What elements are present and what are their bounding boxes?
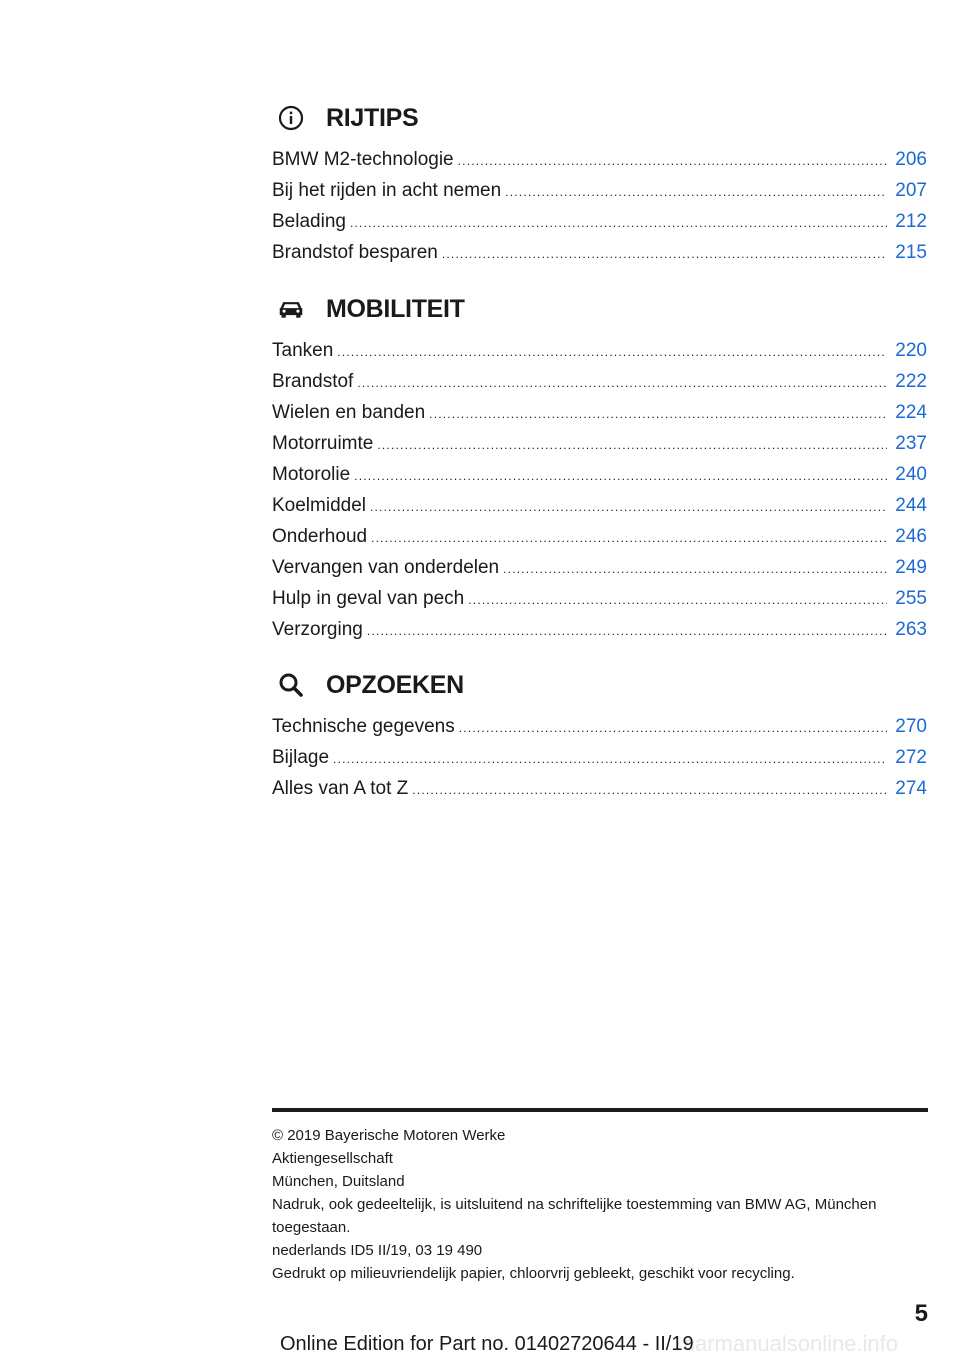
leader-dots	[354, 461, 887, 492]
toc-entry[interactable]	[272, 175, 927, 206]
toc-entry[interactable]	[272, 366, 927, 397]
section-header	[272, 287, 927, 331]
toc-entry-label: Tanken	[272, 340, 334, 361]
toc-entry[interactable]	[272, 583, 927, 614]
toc-entry-page[interactable]: 270	[895, 716, 927, 737]
toc-entry[interactable]	[272, 742, 927, 773]
footer-divider	[272, 1108, 928, 1112]
toc-entry-label: Verzorging	[272, 619, 363, 640]
leader-dots	[503, 554, 887, 585]
toc-entry-label: Bijlage	[272, 747, 330, 768]
toc-entry-label: Belading	[272, 211, 346, 232]
toc-entry[interactable]	[272, 614, 927, 645]
section-title: OPZOEKEN	[326, 670, 464, 699]
leader-dots	[377, 430, 887, 461]
leader-dots	[357, 368, 887, 399]
leader-dots	[333, 744, 887, 775]
imprint	[272, 1124, 928, 1285]
leader-dots	[371, 523, 887, 554]
leader-dots	[442, 239, 887, 270]
toc-entry[interactable]	[272, 459, 927, 490]
toc-entry-label: Wielen en banden	[272, 402, 426, 423]
toc-entry-page[interactable]: 255	[895, 588, 927, 609]
section-title: MOBILITEIT	[326, 294, 465, 323]
toc-entry-label: Hulp in geval van pech	[272, 588, 465, 609]
toc-entry-label: Technische gegevens	[272, 716, 455, 737]
imprint-paper-notice: Gedrukt op milieuvriendelijk papier, chloorvrij gebleekt, geschikt voor recycling.	[272, 1265, 795, 1282]
toc-entry-page[interactable]: 222	[895, 371, 927, 392]
toc-entry-label: Motorruimte	[272, 433, 374, 454]
toc-entry[interactable]	[272, 237, 927, 268]
toc-entry-page[interactable]: 263	[895, 619, 927, 640]
leader-dots	[468, 585, 887, 616]
toc-entry-label: Motorolie	[272, 464, 351, 485]
toc-entry-page[interactable]: 220	[895, 340, 927, 361]
imprint-location: München, Duitsland	[272, 1173, 405, 1190]
toc-entry-page[interactable]: 215	[895, 242, 927, 263]
toc-entry-label: BMW M2-technologie	[272, 149, 454, 170]
toc-entry[interactable]	[272, 490, 927, 521]
info-icon	[278, 105, 304, 131]
toc-entry-page[interactable]: 206	[895, 149, 927, 170]
search-icon	[278, 672, 304, 698]
leader-dots	[459, 713, 887, 744]
leader-dots	[412, 775, 887, 806]
toc-entry-label: Brandstof besparen	[272, 242, 438, 263]
toc-entry[interactable]	[272, 397, 927, 428]
leader-dots	[458, 146, 887, 177]
toc-entry[interactable]	[272, 773, 927, 804]
imprint-company: Aktiengesellschaft	[272, 1150, 393, 1167]
section-mobiliteit	[272, 287, 927, 645]
toc-entry[interactable]	[272, 711, 927, 742]
leader-dots	[429, 399, 887, 430]
toc-entry[interactable]	[272, 206, 927, 237]
section-rijtips	[272, 96, 927, 268]
toc-entry-page[interactable]: 274	[895, 778, 927, 799]
toc-entry-page[interactable]: 240	[895, 464, 927, 485]
leader-dots	[505, 177, 887, 208]
toc-entry-label: Vervangen van onderdelen	[272, 557, 500, 578]
leader-dots	[337, 337, 887, 368]
toc-entry[interactable]	[272, 428, 927, 459]
online-edition-footer: Online Edition for Part no. 01402720644 - II/19	[280, 1333, 694, 1355]
leader-dots	[350, 208, 887, 239]
toc-entry-page[interactable]: 272	[895, 747, 927, 768]
imprint-copyright: © 2019 Bayerische Motoren Werke	[272, 1127, 506, 1144]
toc-entry-label: Brandstof	[272, 371, 354, 392]
toc-entry-label: Alles van A tot Z	[272, 778, 409, 799]
toc-entry-page[interactable]: 246	[895, 526, 927, 547]
leader-dots	[370, 492, 887, 523]
toc-entry-page[interactable]: 207	[895, 180, 927, 201]
section-opzoeken	[272, 663, 927, 804]
section-header	[272, 96, 927, 140]
toc-entry-page[interactable]: 212	[895, 211, 927, 232]
toc-entry-label: Bij het rijden in acht nemen	[272, 180, 502, 201]
car-icon	[278, 296, 304, 322]
toc-entry[interactable]	[272, 521, 927, 552]
toc-entry-page[interactable]: 224	[895, 402, 927, 423]
toc-entry[interactable]	[272, 144, 927, 175]
toc-entry-page[interactable]: 237	[895, 433, 927, 454]
toc-entry-page[interactable]: 249	[895, 557, 927, 578]
imprint-edition: nederlands ID5 II/19, 03 19 490	[272, 1242, 483, 1259]
section-header	[272, 663, 927, 707]
toc-entry[interactable]	[272, 335, 927, 366]
page-number: 5	[914, 1300, 928, 1327]
toc-entry-page[interactable]: 244	[895, 495, 927, 516]
imprint-reprint-notice: Nadruk, ook gedeeltelijk, is uitsluitend na schriftelijke toestemming van BMW AG, München toegestaan.	[272, 1196, 877, 1236]
section-title: RIJTIPS	[326, 103, 419, 132]
toc-entry-label: Onderhoud	[272, 526, 368, 547]
leader-dots	[367, 616, 887, 647]
toc-entry[interactable]	[272, 552, 927, 583]
toc-entry-label: Koelmiddel	[272, 495, 366, 516]
watermark: carmanualsonline.info	[684, 1331, 899, 1356]
